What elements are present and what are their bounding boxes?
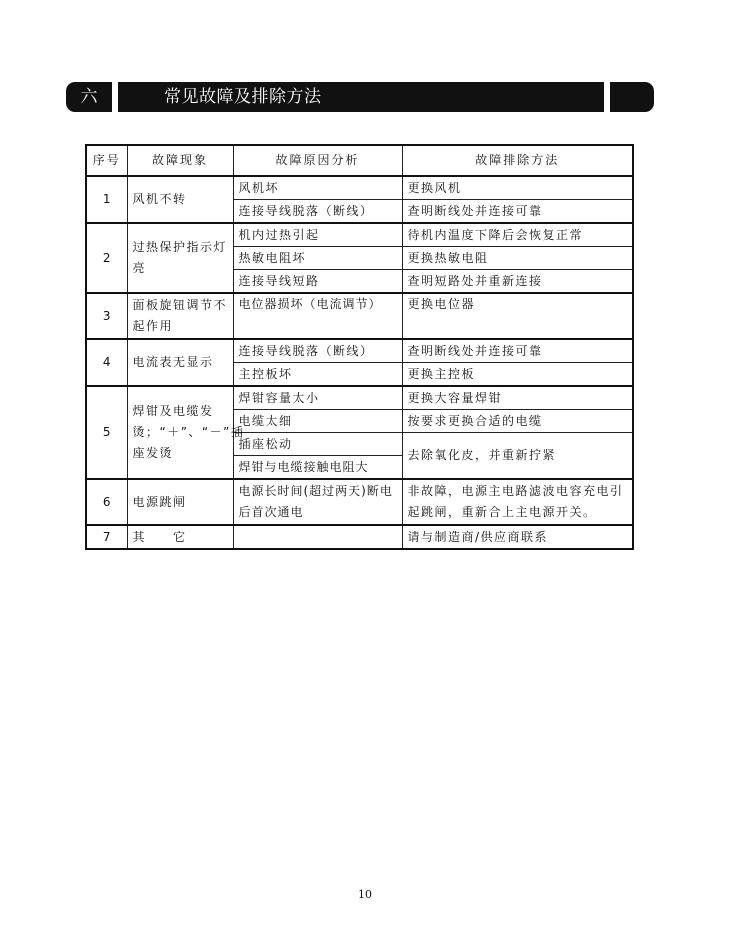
symptom-cell: 面板旋钮调节不起作用 bbox=[127, 293, 233, 339]
table-row bbox=[86, 479, 633, 525]
cause-cell: 电位器损坏（电流调节） bbox=[233, 293, 402, 339]
fix-cell: 按要求更换合适的电缆 bbox=[402, 410, 633, 433]
fix-cell: 查明短路处并重新连接 bbox=[402, 270, 633, 294]
section-title: 常见故障及排除方法 bbox=[118, 82, 604, 112]
table-header-row bbox=[86, 145, 633, 176]
symptom-cell: 电源跳闸 bbox=[127, 479, 233, 525]
cause-cell: 风机坏 bbox=[233, 176, 402, 200]
row-number: 6 bbox=[86, 479, 127, 525]
cause-cell: 电源长时间(超过两天)断电后首次通电 bbox=[233, 479, 402, 525]
cause-cell: 热敏电阻坏 bbox=[233, 247, 402, 270]
fix-cell: 更换主控板 bbox=[402, 363, 633, 387]
symptom-cell: 电流表无显示 bbox=[127, 339, 233, 386]
cause-cell: 连接导线短路 bbox=[233, 270, 402, 294]
cause-cell: 电缆太细 bbox=[233, 410, 402, 433]
cause-cell: 机内过热引起 bbox=[233, 223, 402, 247]
col-header-number: 序号 bbox=[86, 145, 127, 176]
fix-cell: 请与制造商/供应商联系 bbox=[402, 525, 633, 549]
symptom-cell: 焊钳及电缆发烫；“＋”、“－”插座发烫 bbox=[127, 386, 233, 479]
row-number: 4 bbox=[86, 339, 127, 386]
fix-cell: 非故障，电源主电路滤波电容充电引起跳闸，重新合上主电源开关。 bbox=[402, 479, 633, 525]
fix-cell: 更换大容量焊钳 bbox=[402, 386, 633, 410]
header-end-cap bbox=[610, 82, 654, 112]
table-row bbox=[86, 339, 633, 363]
page-number: 10 bbox=[358, 888, 372, 901]
fix-cell: 查明断线处并连接可靠 bbox=[402, 339, 633, 363]
cause-cell: 焊钳容量太小 bbox=[233, 386, 402, 410]
fix-cell: 待机内温度下降后会恢复正常 bbox=[402, 223, 633, 247]
col-header-symptom: 故障现象 bbox=[127, 145, 233, 176]
fix-cell: 查明断线处并连接可靠 bbox=[402, 200, 633, 224]
section-number: 六 bbox=[66, 82, 112, 112]
fix-cell: 更换电位器 bbox=[402, 293, 633, 339]
cause-cell: 主控板坏 bbox=[233, 363, 402, 387]
cause-cell: 焊钳与电缆接触电阻大 bbox=[233, 456, 402, 480]
symptom-cell: 其 它 bbox=[127, 525, 233, 549]
symptom-cell: 风机不转 bbox=[127, 176, 233, 223]
row-number: 3 bbox=[86, 293, 127, 339]
fix-cell: 更换风机 bbox=[402, 176, 633, 200]
troubleshooting-table bbox=[85, 144, 634, 550]
table-row bbox=[86, 223, 633, 247]
row-number: 1 bbox=[86, 176, 127, 223]
cause-cell: 插座松动 bbox=[233, 433, 402, 456]
table-row bbox=[86, 525, 633, 549]
table-row bbox=[86, 176, 633, 200]
row-number: 2 bbox=[86, 223, 127, 293]
fix-cell: 去除氧化皮，并重新拧紧 bbox=[402, 433, 633, 480]
col-header-fix: 故障排除方法 bbox=[402, 145, 633, 176]
table-row bbox=[86, 293, 633, 339]
cause-cell: 连接导线脱落（断线） bbox=[233, 200, 402, 224]
cause-cell: 连接导线脱落（断线） bbox=[233, 339, 402, 363]
cause-cell bbox=[233, 525, 402, 549]
symptom-cell: 过热保护指示灯亮 bbox=[127, 223, 233, 293]
row-number: 7 bbox=[86, 525, 127, 549]
row-number: 5 bbox=[86, 386, 127, 479]
section-header bbox=[66, 82, 654, 112]
table-row bbox=[86, 386, 633, 410]
fix-cell: 更换热敏电阻 bbox=[402, 247, 633, 270]
col-header-cause: 故障原因分析 bbox=[233, 145, 402, 176]
